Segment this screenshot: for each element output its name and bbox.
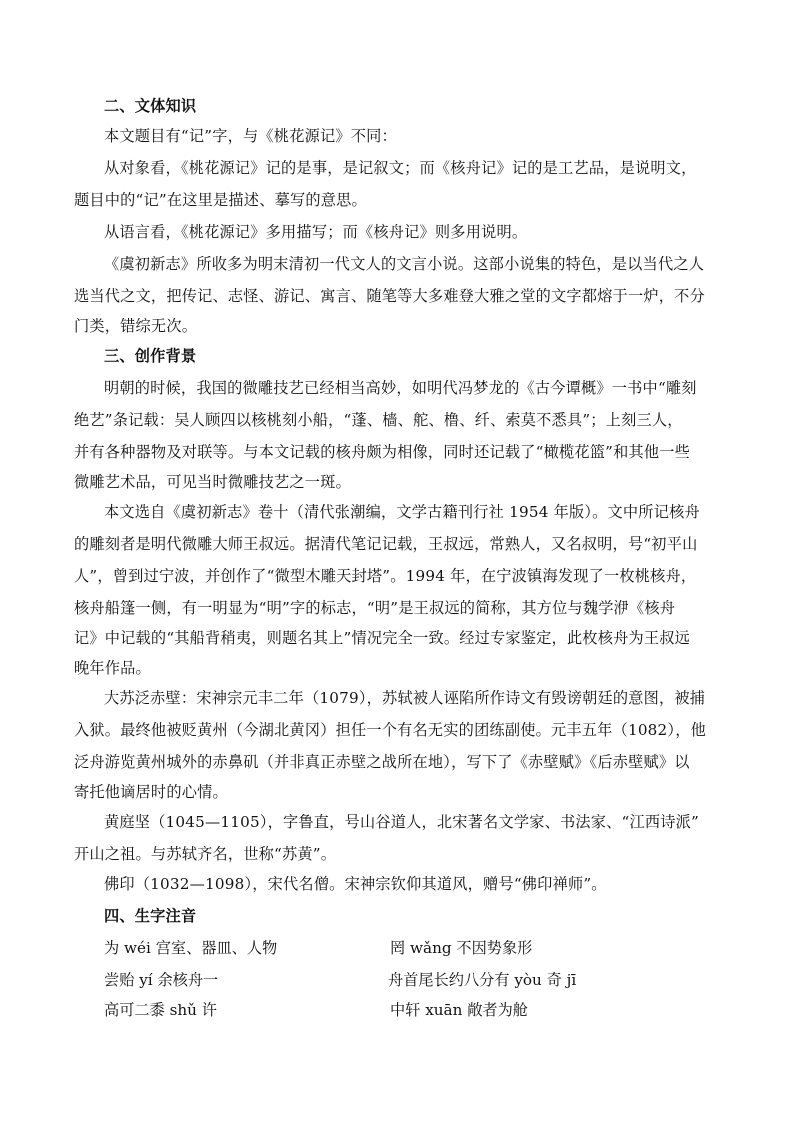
paragraph-line: 记》中记载的“其船背稍夷，则题名其上”情况完全一致。经过专家鉴定，此枚核舟为王叔远 — [74, 629, 691, 647]
paragraph-line: 大苏泛赤壁：宋神宗元丰二年（1079），苏轼被人诬陷所作诗文有毁谤朝廷的意图，被捕 — [104, 689, 706, 707]
pronunciation-item: 尝贻 yí 余核舟一 — [104, 971, 219, 989]
paragraph-line: 本文题目有“记”字，与《桃花源记》不同： — [104, 127, 397, 145]
pronunciation-item: 舟首尾长约八分有 yòu 奇 jī — [388, 971, 577, 989]
paragraph-line: 开山之祖。与苏轼齐名，世称“苏黄”。 — [74, 845, 337, 863]
paragraph-line: 题目中的“记”在这里是描述、摹写的意思。 — [74, 191, 367, 209]
paragraph-line: 选当代之文，把传记、志怪、游记、寓言、随笔等大多难登大雅之堂的文字都熔于一炉，不分 — [74, 287, 705, 305]
pronunciation-item: 罔 wǎng 不因势象形 — [390, 939, 533, 957]
paragraph-line: 佛印（1032—1098），宋代名僧。宋神宗钦仰其道风，赠号“佛印禅师”。 — [104, 875, 607, 893]
pronunciation-item: 为 wéi 宫室、器皿、人物 — [104, 939, 278, 957]
paragraph-line: 晚年作品。 — [74, 659, 151, 677]
paragraph-line: 泛舟游览黄州城外的赤鼻矶（并非真正赤壁之战所在地），写下了《赤壁赋》《后赤壁赋》以 — [74, 753, 690, 771]
paragraph-line: 黄庭坚（1045—1105），字鲁直，号山谷道人，北宋著名文学家、书法家、“江西诗派” — [104, 813, 700, 831]
pronunciation-item: 高可二黍 shǔ 许 — [104, 1001, 217, 1019]
paragraph-line: 人”，曾到过宁波，并创作了“微型木雕天封塔”。1994 年，在宁波镇海发现了一枚桃核舟， — [74, 567, 697, 585]
paragraph-line: 微雕艺术品，可见当时微雕技艺之一斑。 — [74, 473, 351, 491]
paragraph-line: 的雕刻者是明代微雕大师王叔远。据清代笔记记载，王叔远，常熟人，又名叔明，号“初平山 — [74, 535, 698, 553]
paragraph-line: 从语言看，《桃花源记》多用描写；而《核舟记》则多用说明。 — [104, 223, 528, 241]
paragraph-line: 明朝的时候，我国的微雕技艺已经相当高妙，如明代冯梦龙的《古今谭概》一书中“雕刻 — [104, 379, 697, 397]
paragraph-line: 门类，错综无次。 — [74, 317, 198, 335]
paragraph-line: 并有各种器物及对联等。与本文记载的核舟颇为相像，同时还记载了“橄榄花篮”和其他一些 — [74, 443, 691, 461]
pronunciation-item: 中轩 xuān 敞者为舱 — [390, 1001, 528, 1019]
section-heading-genre: 二、文体知识 — [104, 97, 197, 115]
section-heading-pronunciation: 四、生字注音 — [104, 907, 197, 925]
section-heading-background: 三、创作背景 — [104, 347, 197, 365]
paragraph-line: 寄托他谪居时的心情。 — [74, 783, 228, 801]
paragraph-line: 本文选自《虞初新志》卷十（清代张潮编，文学古籍刊行社 1954 年版）。文中所记核舟 — [104, 503, 700, 521]
paragraph-line: 《虞初新志》所收多为明末清初一代文人的文言小说。这部小说集的特色，是以当代之人 — [104, 255, 705, 273]
paragraph-line: 绝艺”条记载：吴人顾四以核桃刻小船，“蓬、樯、舵、橹、纤、索莫不悉具”；上刻三人， — [74, 411, 683, 429]
paragraph-line: 核舟船篷一侧，有一明显为“明”字的标志，“明”是王叔远的简称，其方位与魏学洢《核舟 — [74, 599, 676, 617]
paragraph-line: 入狱。最终他被贬黄州（今湖北黄冈）担任一个有名无实的团练副使。元丰五年（1082），他 — [74, 721, 706, 739]
paragraph-line: 从对象看，《桃花源记》记的是事，是记叙文；而《核舟记》记的是工艺品，是说明文， — [104, 159, 697, 177]
